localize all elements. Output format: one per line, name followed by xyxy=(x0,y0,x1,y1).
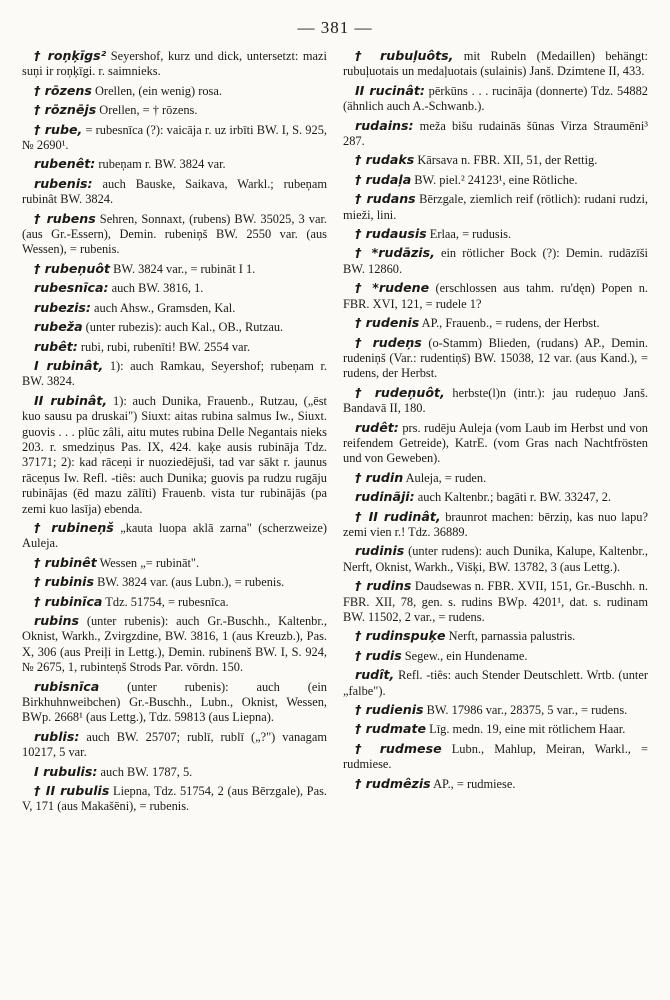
entry-definition: AP., Frauenb., = rudens, der Herbst. xyxy=(419,316,600,331)
entry-definition: auch Bauske, Saikava, Warkl.; rubeņam rubinât BW. 3824. xyxy=(22,176,327,207)
dictionary-entry xyxy=(343,543,648,575)
entry-definition: Sehren, Sonnaxt, (rubens) BW. 35025, 3 var. (aus Gr.-Essern), Demin. rubeniņš BW. 2550 var. (aus Wessen), = rubenis. xyxy=(22,211,327,257)
entry-headword: rubenis: xyxy=(34,175,93,191)
entry-definition: „kauta luopa aklā zarna" (scherzweize) Auleja. xyxy=(22,520,327,551)
entry-definition: auch BW. 25707; rublī, rublī („?") vanagam 10217, 5 var. xyxy=(22,729,327,760)
dictionary-entry xyxy=(22,176,327,208)
entry-headword: † rubineņš xyxy=(34,519,114,535)
entry-headword: † rudaļa xyxy=(355,171,412,187)
entry-definition: (erschlossen aus tahm. ru'dęn) Popen n. FBR. XVI, 121, = rudele 1? xyxy=(343,281,649,311)
dictionary-entry xyxy=(22,102,327,118)
entry-definition: Auleja, = ruden. xyxy=(403,470,487,485)
entry-headword: † rubinis xyxy=(34,574,94,590)
dictionary-entry xyxy=(343,191,648,223)
entry-definition: Erlaa, = rudusis. xyxy=(426,227,512,242)
entry-definition: rubi, rubi, rubenīti! BW. 2554 var. xyxy=(77,339,251,354)
entry-definition: Daudsewas n. FBR. XVII, 151, Gr.-Buschh. n. FBR. XII, 78, gen. s. rudins BWp. 4201¹, dat. s. rudinam BW. 11502, 2 var., = rudens. xyxy=(343,579,648,624)
entry-headword: † II rubulis xyxy=(34,783,110,799)
entry-headword: † roņķīgs² xyxy=(34,48,107,63)
dictionary-entry xyxy=(22,48,327,80)
entry-definition: Liepna, Tdz. 51754, 2 (aus Bērzgale), Pas. V, 171 (aus Makašēni), = rubenis. xyxy=(22,784,327,814)
entry-headword: II rubinât, xyxy=(34,392,108,408)
entry-definition: prs. rudēju Auleja (vom Laub im Herbst und von reifendem Getreide), KatrE. (vom Gras nach Nachtfrösten und von Geweben). xyxy=(343,420,648,466)
dictionary-entry xyxy=(343,741,648,773)
entry-definition: BW. 3824 var., = rubināt I 1. xyxy=(110,261,256,276)
entry-headword: † rudin xyxy=(355,469,404,485)
left-column xyxy=(22,48,327,818)
entry-definition: Refl. -tiês: auch Stender Deutschlett. Wrtb. (unter „falbe"). xyxy=(343,668,648,698)
dictionary-entry xyxy=(22,520,327,552)
dictionary-entry xyxy=(22,122,327,154)
entry-headword: † II rudinât, xyxy=(355,508,441,524)
dictionary-entry xyxy=(343,280,648,312)
entry-headword: † *rudāzis, xyxy=(355,245,435,261)
entry-definition: Seyershof, kurz und dick, untersetzt: mazi suņi ir roņķīgi. r. saimnieks. xyxy=(22,49,327,79)
entry-headword: rubenêt: xyxy=(34,156,96,172)
entry-headword: rubins xyxy=(34,613,79,628)
dictionary-entry xyxy=(22,729,327,761)
entry-headword: † rudmese xyxy=(355,740,442,756)
entry-definition: mit Rubeln (Medaillen) behängt: rubuļuotais un medaļuotais (sulainis) Janš. Dzimtene II, 433. xyxy=(343,49,649,79)
entry-headword: rubêt: xyxy=(34,338,78,354)
entry-definition: (o-Stamm) Blieden, (rudans) AP., Demin. rudeniņš (Var.: rudentiņš) BW. 15038, 12 var. (aus Kand.), = rudens, der Herbst. xyxy=(343,335,648,381)
entry-definition: auch Kaltenbr.; bagāti r. BW. 33247, 2. xyxy=(414,490,612,505)
entry-definition: Orellen, (ein wenig) rosa. xyxy=(91,83,222,98)
dictionary-entry xyxy=(343,628,648,644)
dictionary-entry xyxy=(343,667,648,699)
entry-definition: BW. 3824 var. (aus Lubn.), = rubenis. xyxy=(93,575,285,590)
entry-headword: † rudienis xyxy=(355,702,424,718)
entry-definition: pērkūns . . . rucināja (donnerte) Tdz. 54882 (ähnlich auch A.-Schwanb.). xyxy=(343,83,648,114)
entry-headword: II rucinât: xyxy=(355,82,425,98)
dictionary-entry xyxy=(343,118,648,150)
entry-definition: rubeņam r. BW. 3824 var. xyxy=(95,157,226,172)
entry-headword: † rudeņuôt, xyxy=(355,384,445,400)
dictionary-entry xyxy=(343,226,648,242)
entry-definition: 1): auch Ramkau, Seyershof; rubeņam r. BW. 3824. xyxy=(22,358,327,389)
dictionary-entry xyxy=(22,300,327,316)
entry-definition: Bērzgale, ziemlich reif (rötlich): rudani rudzi, mieži, lini. xyxy=(343,192,648,222)
dictionary-entry xyxy=(343,315,648,331)
entry-headword: † rubeņuôt xyxy=(34,260,111,276)
entry-headword: † rube, xyxy=(34,121,83,137)
entry-headword: rudît, xyxy=(355,667,395,683)
entry-headword: rubisnīca xyxy=(34,678,100,694)
dictionary-entry xyxy=(22,339,327,355)
dictionary-entry xyxy=(22,555,327,571)
entry-headword: † rudeņs xyxy=(355,334,422,350)
entry-definition: ein rötlicher Bock (?): Demin. rudāzīši BW. 12860. xyxy=(343,246,648,276)
entry-headword: I rubinât, xyxy=(34,357,104,373)
dictionary-entry xyxy=(22,83,327,99)
entry-definition: Lubn., Mahlup, Meiran, Warkl., = rudmiese. xyxy=(343,741,648,772)
dictionary-entry xyxy=(343,776,648,792)
dictionary-entry xyxy=(22,679,327,726)
entry-definition: Orellen, = † rōzens. xyxy=(96,103,198,118)
dictionary-entry xyxy=(343,648,648,664)
columns xyxy=(22,48,648,818)
entry-headword: rubeža xyxy=(34,319,83,335)
entry-headword: † rōzens xyxy=(34,82,92,98)
entry-definition: herbste(l)n (intr.): jau rudeņuo Janš. Bandavā II, 180. xyxy=(343,385,648,416)
dictionary-entry xyxy=(343,420,648,467)
entry-headword: † rudinspuķe xyxy=(355,628,446,644)
entry-headword: † rudenis xyxy=(355,315,420,331)
right-column xyxy=(343,48,648,818)
entry-definition: BW. piel.² 24123¹, eine Rötliche. xyxy=(411,172,578,187)
entry-headword: rudains: xyxy=(355,117,414,133)
dictionary-entry xyxy=(343,721,648,737)
dictionary-entry xyxy=(343,48,648,80)
entry-headword: † rubinêt xyxy=(34,554,97,570)
entry-headword: rubesnīca: xyxy=(34,280,109,296)
dictionary-entry xyxy=(22,764,327,780)
dictionary-entry xyxy=(22,319,327,335)
dictionary-entry xyxy=(22,594,327,610)
dictionary-entry xyxy=(343,335,648,382)
dictionary-entry xyxy=(22,211,327,258)
entry-headword: † rudis xyxy=(355,647,402,663)
entry-definition: auch BW. 1787, 5. xyxy=(97,764,193,779)
entry-definition: Tdz. 51754, = rubesnīca. xyxy=(102,594,229,609)
entry-definition: = rubesnīca (?): vaicāja r. uz irbīti BW. I, S. 925, № 2690¹. xyxy=(22,122,327,153)
entry-definition: (unter rubenis): auch (ein Birkhuhnweibchen) Gr.-Buschh., Lubn., Oknist, Wessen, BWp. 2668¹ (aus Lettg.), Tdz. 59813 (aus Liepna). xyxy=(22,679,327,725)
entry-definition: BW. 17986 var., 28375, 5 var., = rudens. xyxy=(423,703,628,718)
entry-headword: rudinis xyxy=(355,543,405,559)
dictionary-entry xyxy=(22,574,327,590)
dictionary-entry xyxy=(343,152,648,168)
entry-headword: rublis: xyxy=(34,728,80,744)
dictionary-entry xyxy=(22,358,327,390)
entry-headword: I rubulis: xyxy=(34,763,98,779)
entry-headword: rudêt: xyxy=(355,419,399,435)
dictionary-entry xyxy=(22,393,327,517)
dictionary-entry xyxy=(343,83,648,115)
entry-definition: (unter rubezis): auch Kal., OB., Rutzau. xyxy=(82,320,284,335)
entry-definition: (unter rubenis): auch Gr.-Buschh., Kaltenbr., Oknist, Warkh., Zvirgzdine, BW. 3816, 1 (aus Kreuzb.), Pas. X, 306 (aus Preiļi in Lettg.), Demin. rubinenš BW. I, S. 924, № 2675, 1, rubinteņš Strods Par. vōrdn. 150. xyxy=(22,614,327,675)
page-number: — 381 — xyxy=(297,18,373,37)
entry-definition: 1): auch Dunika, Frauenb., Rutzau, („ēst kuo sausu pa druskai") Siuxt: aitas rubina salmus Iw., Siuxt. guovis . . . plūc zâli, aitu mutes rubina Delle Negantais nieks 203. r. smedziņus Pas. IX, 424. kaķe ausis rubināja Tdz. 37171; 2): kad rāceņi ir nuoziedējuši, tad var sākt r. jaunus rāceņus Iw. Refl. -tiês: auch Dunika; guovis pa rudzu rugāju rubinājas (ēd mazu zālīti) Frauenb. vista tur rubinājās (pa zemi kuo lasīja) ebenda. xyxy=(22,393,327,516)
entry-headword: † rudmate xyxy=(355,721,427,737)
dictionary-entry xyxy=(22,280,327,296)
entry-definition: Kārsava n. FBR. XII, 51, der Rettig. xyxy=(414,153,598,168)
dictionary-entry xyxy=(343,245,648,277)
dictionary-entry xyxy=(343,509,648,541)
dictionary-entry xyxy=(343,470,648,486)
entry-headword: rudinãji: xyxy=(355,489,415,505)
dictionary-entry xyxy=(343,385,648,417)
dictionary-entry xyxy=(22,156,327,172)
entry-definition: auch BW. 3816, 1. xyxy=(108,281,204,296)
entry-headword: † rubuļuôts, xyxy=(355,48,454,63)
entry-headword: † rubens xyxy=(34,210,96,226)
entry-headword: † rudausis xyxy=(355,226,427,242)
dictionary-entry xyxy=(343,702,648,718)
entry-headword: † rudaks xyxy=(355,152,415,168)
entry-definition: Segew., ein Hundename. xyxy=(401,648,528,663)
entry-headword: † *rudene xyxy=(355,280,430,296)
entry-definition: meža bišu rudainās šūnas Virza Straumēni³ 287. xyxy=(343,118,648,149)
entry-headword: † rōznējs xyxy=(34,102,97,118)
entry-headword: † rubinīca xyxy=(34,593,103,609)
entry-headword: † rudins xyxy=(355,578,412,594)
dictionary-entry xyxy=(343,172,648,188)
entry-definition: Nerft, parnassia palustris. xyxy=(445,629,576,644)
entry-definition: auch Ahsw., Gramsden, Kal. xyxy=(90,300,236,315)
dictionary-entry xyxy=(22,261,327,277)
dictionary-entry xyxy=(343,489,648,505)
entry-definition: Wessen „= rubināt". xyxy=(96,555,200,570)
entry-definition: AP., = rudmiese. xyxy=(430,776,516,791)
entry-headword: † rudans xyxy=(355,191,416,207)
entry-definition: (unter rudens): auch Dunika, Kalupe, Kaltenbr., Nerft, Oknist, Warkh., Višķi, BW. 13782, 3 (aus Lettg.). xyxy=(343,544,648,574)
entry-definition: Līg. medn. 19, eine mit rötlichem Haar. xyxy=(426,722,626,737)
entry-headword: rubezis: xyxy=(34,299,91,315)
dictionary-entry xyxy=(22,783,327,815)
entry-definition: braunrot machen: bērziņ, kas nuo lapu? zemi vien r.! Tdz. 36889. xyxy=(343,509,648,539)
entry-headword: † rudmêzis xyxy=(355,775,431,791)
dictionary-entry xyxy=(343,578,648,625)
dictionary-entry xyxy=(22,613,327,676)
